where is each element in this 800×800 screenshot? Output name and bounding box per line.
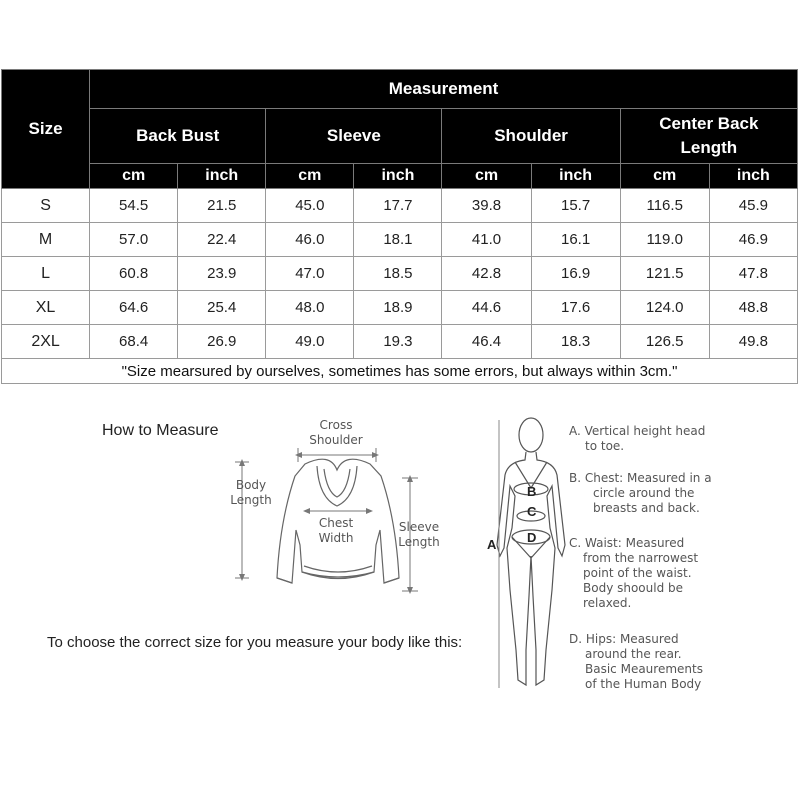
- body-figure: [497, 418, 565, 688]
- value-cell: 17.7: [354, 189, 442, 223]
- body-markers: [487, 484, 537, 552]
- body-length-label: Body Length: [230, 478, 272, 507]
- value-cell: 116.5: [620, 189, 709, 223]
- unit-header: cm: [620, 164, 709, 189]
- value-cell: 68.4: [90, 325, 178, 359]
- note-a: A. Vertical height head to toe.: [569, 424, 706, 453]
- value-cell: 26.9: [178, 325, 266, 359]
- unit-header: inch: [709, 164, 797, 189]
- unit-header: inch: [531, 164, 620, 189]
- size-cell: M: [2, 223, 90, 257]
- measurement-note: "Size mearsured by ourselves, sometimes has some errors, but always within 3cm.": [2, 359, 798, 384]
- value-cell: 46.0: [266, 223, 354, 257]
- value-cell: 17.6: [531, 291, 620, 325]
- marker-c: C: [527, 504, 537, 519]
- marker-b: B: [527, 484, 537, 499]
- marker-d: D: [527, 530, 537, 545]
- size-header: Size: [2, 70, 90, 189]
- value-cell: 126.5: [620, 325, 709, 359]
- value-cell: 124.0: [620, 291, 709, 325]
- value-cell: 25.4: [178, 291, 266, 325]
- value-cell: 121.5: [620, 257, 709, 291]
- value-cell: 46.9: [709, 223, 797, 257]
- size-cell: XL: [2, 291, 90, 325]
- how-to-measure-title: How to Measure: [102, 422, 219, 439]
- cross-shoulder-label: Cross Shoulder: [309, 418, 363, 447]
- value-cell: 18.9: [354, 291, 442, 325]
- chest-width-label: Chest Width: [318, 516, 354, 545]
- value-cell: 21.5: [178, 189, 266, 223]
- value-cell: 42.8: [442, 257, 531, 291]
- measurement-header: Measurement: [90, 70, 798, 109]
- value-cell: 48.0: [266, 291, 354, 325]
- value-cell: 39.8: [442, 189, 531, 223]
- value-cell: 16.9: [531, 257, 620, 291]
- center-back-length-header: Center Back Length: [620, 109, 797, 164]
- note-b: B. Chest: Measured in a circle around the breasts and back.: [569, 471, 712, 515]
- value-cell: 18.1: [354, 223, 442, 257]
- back-bust-header: Back Bust: [90, 109, 266, 164]
- value-cell: 46.4: [442, 325, 531, 359]
- value-cell: 47.8: [709, 257, 797, 291]
- shoulder-header: Shoulder: [442, 109, 620, 164]
- unit-header: cm: [442, 164, 531, 189]
- value-cell: 64.6: [90, 291, 178, 325]
- value-cell: 60.8: [90, 257, 178, 291]
- unit-header: cm: [90, 164, 178, 189]
- value-cell: 44.6: [442, 291, 531, 325]
- unit-header: cm: [266, 164, 354, 189]
- value-cell: 15.7: [531, 189, 620, 223]
- value-cell: 48.8: [709, 291, 797, 325]
- note-c: C. Waist: Measured from the narrowest point of the waist. Body shoould be relaxed.: [569, 536, 699, 610]
- value-cell: 45.0: [266, 189, 354, 223]
- sleeve-length-label: Sleeve Length: [398, 520, 440, 549]
- value-cell: 22.4: [178, 223, 266, 257]
- note-d: D. Hips: Measured around the rear. Basic Meaurements of the Human Body: [569, 632, 703, 691]
- value-cell: 49.0: [266, 325, 354, 359]
- value-cell: 41.0: [442, 223, 531, 257]
- value-cell: 119.0: [620, 223, 709, 257]
- sleeve-header: Sleeve: [266, 109, 442, 164]
- value-cell: 16.1: [531, 223, 620, 257]
- value-cell: 47.0: [266, 257, 354, 291]
- unit-header: inch: [354, 164, 442, 189]
- marker-a: A: [487, 537, 497, 552]
- size-cell: 2XL: [2, 325, 90, 359]
- size-cell: S: [2, 189, 90, 223]
- choose-size-instruction: To choose the correct size for you measure your body like this:: [47, 634, 463, 651]
- unit-header: inch: [178, 164, 266, 189]
- size-cell: L: [2, 257, 90, 291]
- value-cell: 49.8: [709, 325, 797, 359]
- value-cell: 18.5: [354, 257, 442, 291]
- value-cell: 23.9: [178, 257, 266, 291]
- value-cell: 19.3: [354, 325, 442, 359]
- value-cell: 45.9: [709, 189, 797, 223]
- value-cell: 57.0: [90, 223, 178, 257]
- value-cell: 18.3: [531, 325, 620, 359]
- value-cell: 54.5: [90, 189, 178, 223]
